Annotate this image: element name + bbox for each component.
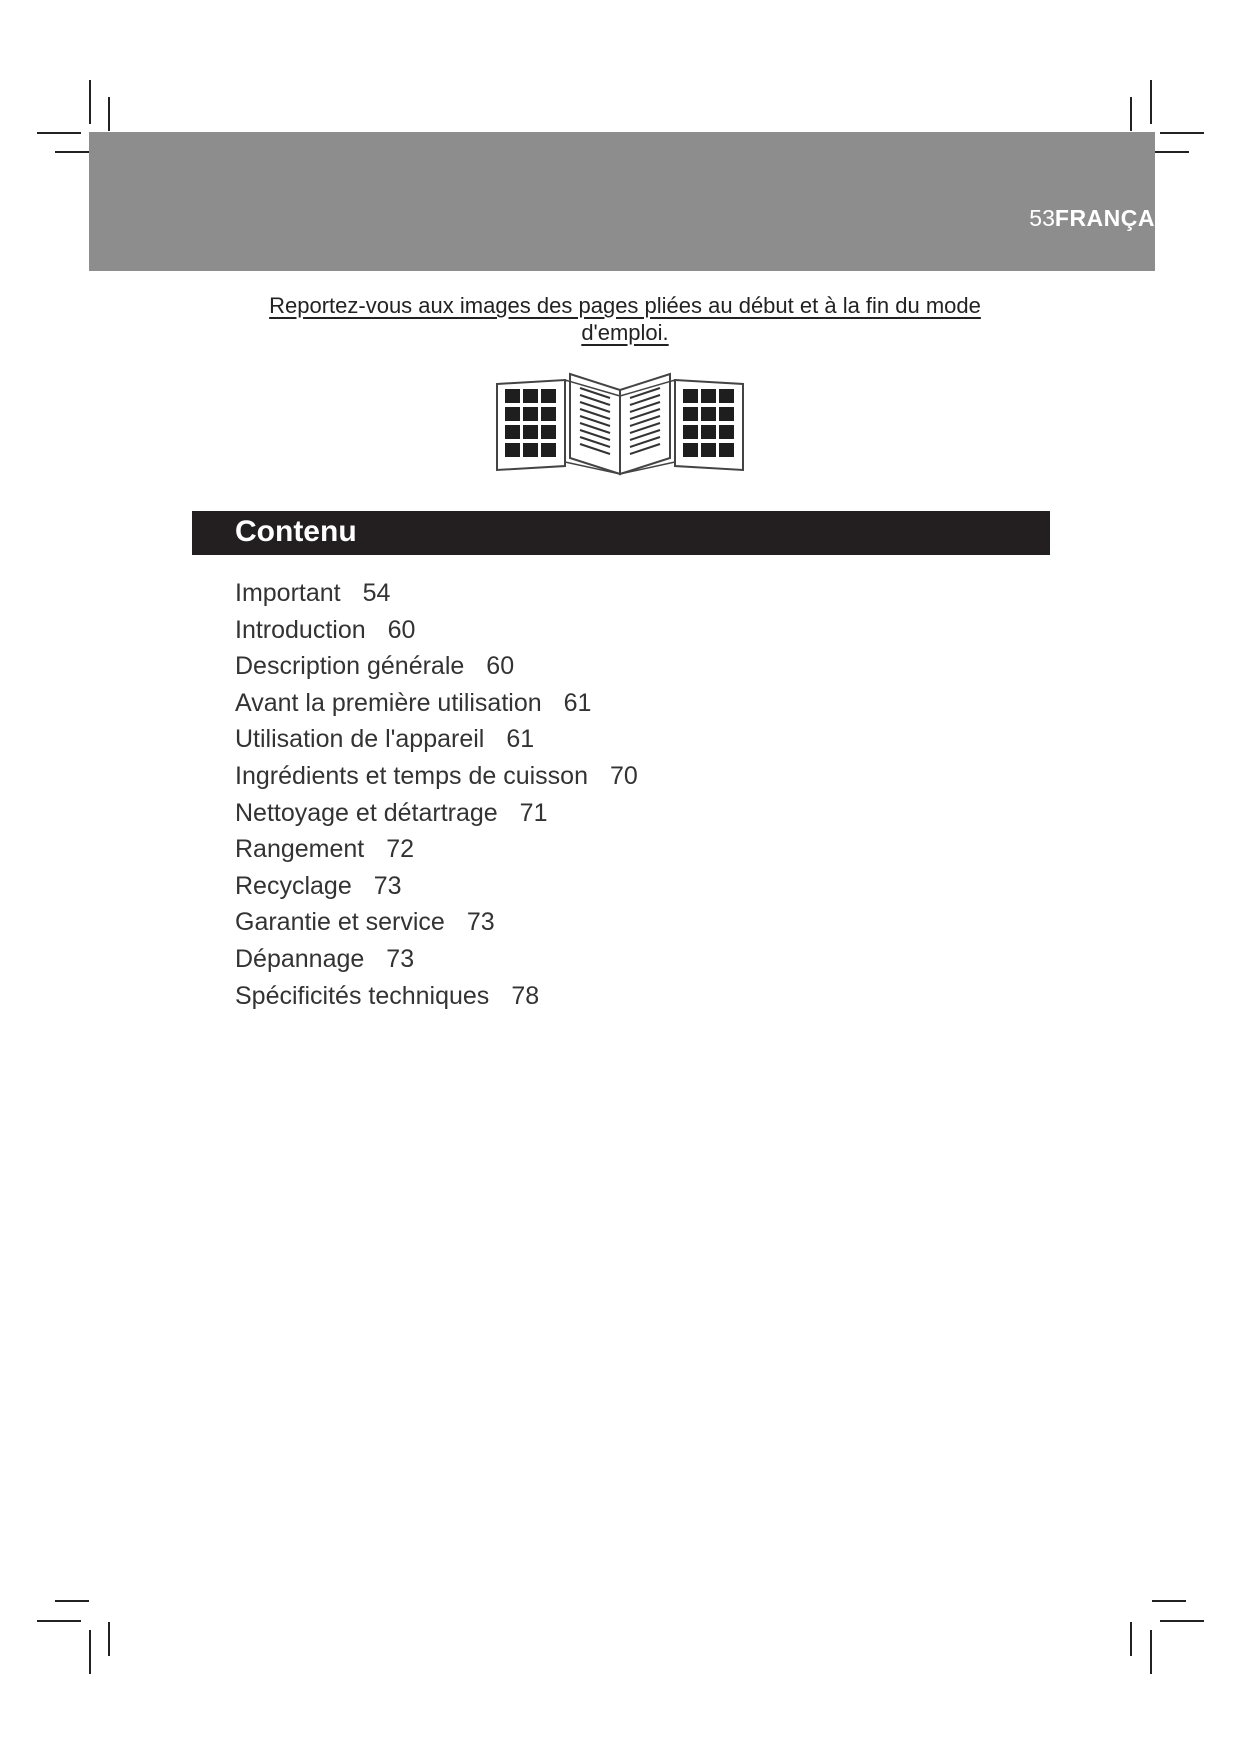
folded-pages-note-text: Reportez-vous aux images des pages pliées au début et à la fin du mode d'emploi.: [269, 293, 981, 345]
toc-entry-label: Ingrédients et temps de cuisson: [235, 761, 588, 790]
folded-pages-note: [238, 292, 1012, 346]
toc-entry-label: Rangement: [235, 835, 365, 864]
toc-entry[interactable]: [235, 795, 638, 832]
toc-entry-page: 70: [609, 761, 638, 790]
toc-entry-label: Recyclage: [235, 871, 352, 900]
toc-entry-page: 60: [486, 652, 515, 681]
toc-entry[interactable]: [235, 904, 638, 941]
folded-pages-book-icon: [495, 362, 745, 476]
toc-entry[interactable]: [235, 685, 638, 722]
toc-title-bar: [192, 511, 1050, 555]
toc-entry[interactable]: [235, 831, 638, 868]
toc-entry[interactable]: [235, 758, 638, 795]
toc-entry[interactable]: [235, 612, 638, 649]
page-number: 53: [1029, 205, 1055, 231]
toc-entry[interactable]: [235, 721, 638, 758]
toc-entry-label: Important: [235, 579, 341, 607]
toc-entry-page: 71: [519, 798, 548, 827]
toc-entry-page: 54: [362, 579, 391, 607]
toc-entry-label: Introduction: [235, 615, 366, 644]
toc-entry-label: Spécificités techniques: [235, 981, 490, 1010]
toc-entry-label: Description générale: [235, 652, 465, 681]
toc-entry[interactable]: [235, 648, 638, 685]
toc-list: [235, 575, 638, 1014]
toc-entry-label: Dépannage: [235, 944, 365, 973]
language-label: FRANÇA: [1054, 205, 1155, 231]
toc-entry-page: 60: [387, 615, 416, 644]
toc-entry[interactable]: [235, 868, 638, 905]
toc-entry-label: Utilisation de l'appareil: [235, 725, 485, 754]
toc-title: Contenu: [235, 515, 357, 548]
toc-entry[interactable]: [235, 941, 638, 978]
toc-entry[interactable]: [235, 978, 638, 1015]
toc-entry-page: 73: [373, 871, 402, 900]
toc-entry-page: 72: [386, 835, 415, 864]
toc-entry-page: 78: [511, 981, 540, 1010]
toc-entry-label: Nettoyage et détartrage: [235, 798, 498, 827]
toc-entry-page: 73: [386, 944, 415, 973]
toc-entry-page: 73: [466, 908, 495, 937]
toc-entry-page: 61: [506, 725, 535, 754]
header-band: [89, 132, 1155, 271]
toc-entry-label: Garantie et service: [235, 908, 445, 937]
toc-entry[interactable]: [235, 575, 638, 612]
toc-entry-label: Avant la première utilisation: [235, 688, 542, 717]
page-header-label: [1029, 205, 1155, 232]
toc-entry-page: 61: [563, 688, 592, 717]
